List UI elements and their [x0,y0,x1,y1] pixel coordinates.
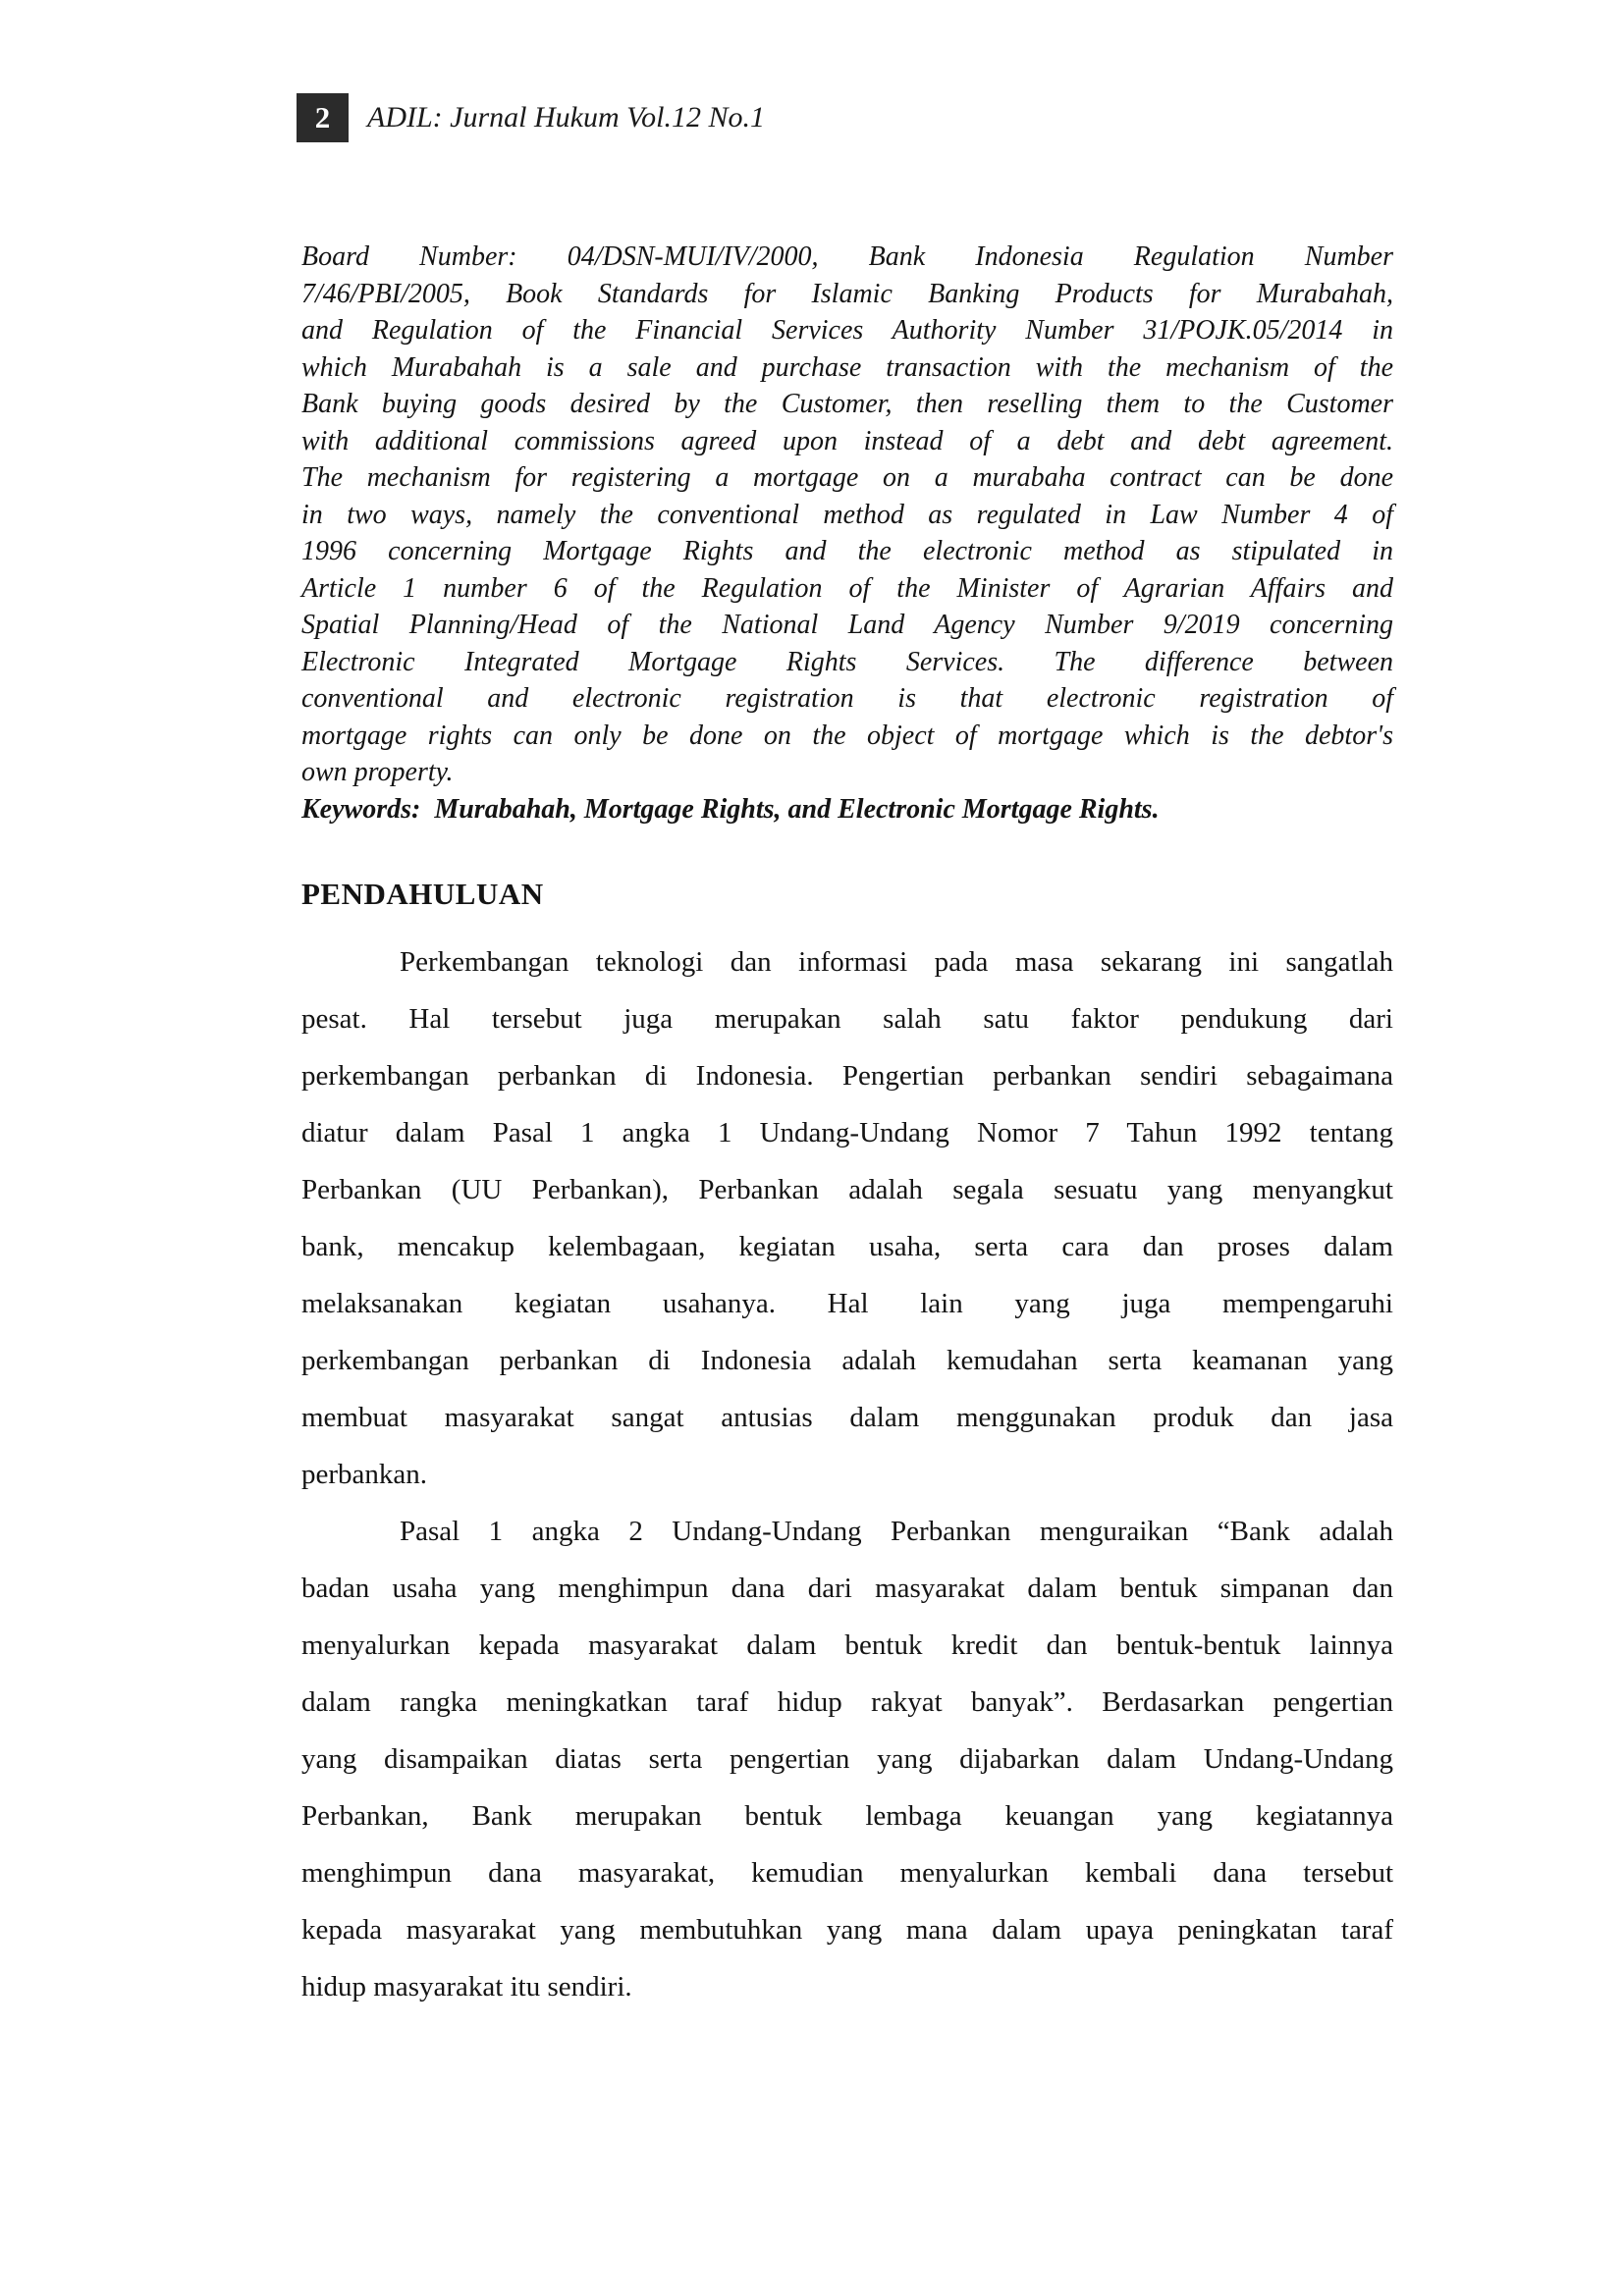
text-line: which Murabahah is a sale and purchase transaction with the mechanism of the [301,351,1393,383]
text-line: diatur dalam Pasal 1 angka 1 Undang-Undang Nomor 7 Tahun 1992 tentang [301,1117,1393,1148]
text-line: perkembangan perbankan di Indonesia. Pengertian perbankan sendiri sebagaimana [301,1060,1393,1092]
text-line: mortgage rights can only be done on the object of mortgage which is the debtor's [301,720,1393,751]
text-line: Bank buying goods desired by the Customer, then reselling them to the Customer [301,389,1393,419]
text-line: membuat masyarakat sangat antusias dalam menggunakan produk dan jasa [301,1402,1393,1433]
text-line: Spatial Planning/Head of the National Land Agency Number 9/2019 concerning [301,610,1393,640]
section-heading-pendahuluan: PENDAHULUAN [301,877,544,911]
text-line: Board Number: 04/DSN-MUI/IV/2000, Bank Indonesia Regulation Number [301,241,1393,272]
page-number: 2 [314,100,331,134]
text-line: Pasal 1 angka 2 Undang-Undang Perbankan menguraikan “Bank adalah [400,1516,1393,1547]
text-line: dalam rangka meningkatkan taraf hidup rakyat banyak”. Berdasarkan pengertian [301,1686,1393,1718]
text-line: menyalurkan kepada masyarakat dalam bentuk kredit dan bentuk-bentuk lainnya [301,1629,1393,1661]
text-line: badan usaha yang menghimpun dana dari masyarakat dalam bentuk simpanan dan [301,1573,1393,1604]
text-line: Perbankan (UU Perbankan), Perbankan adalah segala sesuatu yang menyangkut [301,1174,1393,1205]
text-line: 7/46/PBI/2005, Book Standards for Islamic Banking Products for Murabahah, [301,278,1393,309]
text-line: menghimpun dana masyarakat, kemudian menyalurkan kembali dana tersebut [301,1857,1393,1889]
text-line: Electronic Integrated Mortgage Rights Services. The difference between [301,646,1393,677]
text-line: yang disampaikan diatas serta pengertian yang dijabarkan dalam Undang-Undang [301,1743,1393,1775]
text-line: in two ways, namely the conventional method as regulated in Law Number 4 of [301,499,1393,530]
text-line: kepada masyarakat yang membutuhkan yang mana dalam upaya peningkatan taraf [301,1914,1393,1946]
text-line: perkembangan perbankan di Indonesia adalah kemudahan serta keamanan yang [301,1345,1393,1376]
text-line: bank, mencakup kelembagaan, kegiatan usaha, serta cara dan proses dalam [301,1231,1393,1262]
text-line: pesat. Hal tersebut juga merupakan salah satu faktor pendukung dari [301,1003,1393,1035]
text-line: own property. [301,757,454,787]
keywords-line [301,791,1393,828]
text-line: melaksanakan kegiatan usahanya. Hal lain yang juga mempengaruhi [301,1288,1393,1319]
text-line: perbankan. [301,1459,428,1490]
journal-header-title: ADIL: Jurnal Hukum Vol.12 No.1 [367,101,765,133]
text-line: conventional and electronic registration is that electronic registration of [301,683,1393,714]
text-line: and Regulation of the Financial Services Authority Number 31/POJK.05/2014 in [301,315,1393,346]
page-number-box [297,93,349,142]
text-line: 1996 concerning Mortgage Rights and the electronic method as stipulated in [301,536,1393,566]
text-line: Perkembangan teknologi dan informasi pada masa sekarang ini sangatlah [400,946,1393,978]
intro-paragraph-1 [301,934,1393,1503]
text-line: The mechanism for registering a mortgage on a murabaha contract can be done [301,462,1393,493]
intro-paragraph-2 [301,1503,1393,2015]
keywords-label: Keywords: [301,793,421,825]
text-line: hidup masyarakat itu sendiri. [301,1971,632,2002]
keywords-text: Murabahah, Mortgage Rights, and Electronic Mortgage Rights. [434,793,1160,825]
abstract-block [301,239,1393,791]
running-header [297,93,765,142]
text-line: Article 1 number 6 of the Regulation of the Minister of Agrarian Affairs and [301,572,1393,604]
text-line: with additional commissions agreed upon instead of a debt and debt agreement. [301,425,1393,456]
text-line: Perbankan, Bank merupakan bentuk lembaga keuangan yang kegiatannya [301,1800,1393,1832]
text-column [301,239,1393,2015]
